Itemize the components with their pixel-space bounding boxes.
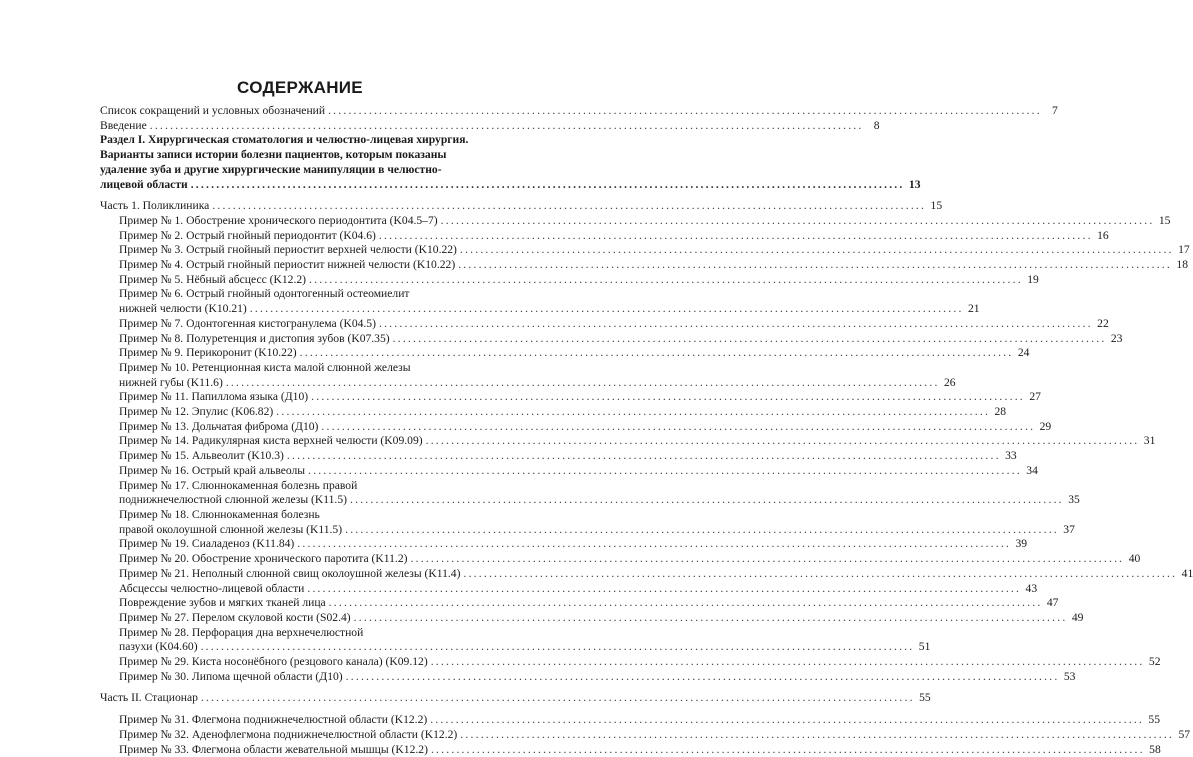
toc-leader-dots: ............................................................................................................................................ bbox=[350, 493, 1064, 507]
toc-page-number: 35 bbox=[1068, 493, 1080, 507]
toc-entry-text: удаление зуба и другие хирургические манипуляции в челюстно- bbox=[100, 162, 442, 176]
toc-entry-text: Пример № 20. Обострение хронического паротита (K11.2) bbox=[119, 552, 408, 566]
toc-entry-text: Пример № 9. Перикоронит (K10.22) bbox=[119, 346, 297, 360]
toc-entry bbox=[100, 655, 1161, 670]
toc-entry bbox=[100, 552, 1141, 567]
toc-leader-dots: ............................................................................................................................................ bbox=[311, 390, 1025, 404]
toc-page-number: 53 bbox=[1063, 669, 1076, 683]
toc-entry-text: Пример № 4. Острый гнойный периостит нижней челюсти (K10.22) bbox=[119, 258, 456, 272]
toc-entry-text: Пример № 17. Слюннокаменная болезнь правой bbox=[119, 478, 358, 492]
toc-entry bbox=[100, 742, 1161, 757]
toc-page-number: 23 bbox=[1110, 331, 1123, 345]
toc-leader-dots: ............................................................................................................................................ bbox=[149, 118, 864, 132]
toc-entry bbox=[100, 434, 1156, 449]
toc-page-number: 16 bbox=[1097, 228, 1109, 242]
toc-entry bbox=[100, 566, 1193, 582]
toc-leader-dots: ............................................................................................................................................ bbox=[309, 272, 1023, 286]
toc-entry-text: Пример № 2. Острый гнойный периодонтит (K04.6) bbox=[119, 228, 376, 242]
toc-page-number: 33 bbox=[1005, 449, 1017, 463]
toc-leader-dots: ............................................................................................................................................ bbox=[463, 566, 1178, 580]
toc-page-number: 52 bbox=[1148, 655, 1161, 669]
toc-page-number: 47 bbox=[1046, 596, 1059, 610]
toc-entry-text: Пример № 29. Киста носонёбного (резцового канала) (K09.12) bbox=[119, 655, 428, 669]
toc-entry-text: Пример № 5. Нёбный абсцесс (K12.2) bbox=[119, 272, 307, 286]
toc-entry bbox=[100, 346, 1030, 361]
toc-entry-text: нижней губы (K11.6) bbox=[119, 375, 223, 389]
toc-leader-dots: ............................................................................................................................................ bbox=[299, 346, 1014, 360]
toc-entry bbox=[100, 625, 931, 655]
toc-leader-dots: ............................................................................................................................................ bbox=[392, 331, 1107, 345]
toc-entry-text: Пример № 11. Папиллома языка (Д10) bbox=[119, 390, 309, 404]
toc-entry bbox=[100, 258, 1188, 273]
toc-page-number: 37 bbox=[1063, 522, 1075, 536]
toc-entry-text: Часть II. Стационар bbox=[100, 691, 198, 705]
toc-page-number: 28 bbox=[994, 405, 1007, 419]
toc-leader-dots: ............................................................................................................................................ bbox=[286, 449, 1001, 463]
toc-entry-text: Пример № 10. Ретенционная киста малой слюнной железы bbox=[119, 360, 411, 374]
toc-leader-dots: ............................................................................................................................................ bbox=[212, 199, 927, 213]
toc-entry-text: Пример № 33. Флегмона области жевательной мышцы (K12.2) bbox=[119, 742, 428, 756]
toc-leader-dots: ............................................................................................................................................ bbox=[190, 177, 905, 191]
toc-page-number: 8 bbox=[873, 118, 880, 132]
toc-page-number: 22 bbox=[1097, 316, 1109, 330]
toc-leader-dots: ............................................................................................................................................ bbox=[328, 104, 1042, 117]
toc-leader-dots: ............................................................................................................................................ bbox=[345, 522, 1059, 536]
toc-page-number: 49 bbox=[1071, 610, 1084, 624]
toc-entry-text: Пример № 8. Полуретенция и дистопия зубов (K07.35) bbox=[119, 331, 390, 345]
toc-leader-dots: ............................................................................................................................................ bbox=[460, 727, 1175, 741]
toc-entry-text: Пример № 16. Острый край альвеолы bbox=[119, 463, 306, 477]
toc-page-number: 51 bbox=[918, 640, 931, 654]
toc-entry-text: правой околоушной слюнной железы (K11.5) bbox=[119, 522, 343, 536]
toc-page-number: 57 bbox=[1178, 727, 1191, 741]
toc-entry-text: Пример № 7. Одонтогенная кистогранулема (K04.5) bbox=[119, 316, 376, 330]
toc-page-number: 27 bbox=[1029, 390, 1041, 404]
toc-page-number: 55 bbox=[1148, 713, 1161, 727]
toc-page-number: 18 bbox=[1176, 258, 1188, 272]
toc-entry bbox=[100, 463, 1038, 479]
toc-entry bbox=[100, 669, 1076, 685]
toc-entry-text: Пример № 15. Альвеолит (K10.3) bbox=[119, 449, 284, 463]
toc-page-number: 55 bbox=[919, 691, 931, 705]
toc-leader-dots: ............................................................................................................................................ bbox=[345, 669, 1060, 683]
toc-leader-dots: ............................................................................................................................................ bbox=[307, 581, 1022, 595]
toc-entry-text: поднижнечелюстной слюнной железы (K11.5) bbox=[119, 493, 347, 507]
toc-leader-dots: ............................................................................................................................................ bbox=[378, 316, 1093, 330]
toc-entry-text: Пример № 30. Липома щечной области (Д10) bbox=[119, 669, 343, 683]
toc-leader-dots: ............................................................................................................................................ bbox=[378, 228, 1093, 242]
toc-leader-dots: ............................................................................................................................................ bbox=[410, 552, 1125, 566]
toc-leader-dots: ............................................................................................................................................ bbox=[430, 713, 1145, 727]
toc-entry-text: Пример № 14. Радикулярная киста верхней челюсти (K09.09) bbox=[119, 434, 423, 448]
toc-entry-text: Часть 1. Поликлиника bbox=[100, 199, 210, 213]
toc-entry bbox=[100, 228, 1109, 244]
toc-page-number: 39 bbox=[1015, 537, 1028, 551]
toc-leader-dots: ............................................................................................................................................ bbox=[200, 691, 915, 705]
table-of-contents bbox=[100, 104, 1193, 757]
toc-page-number: 43 bbox=[1025, 581, 1038, 595]
toc-entry bbox=[100, 610, 1084, 626]
toc-page-number: 29 bbox=[1039, 419, 1052, 433]
toc-entry bbox=[100, 405, 1007, 420]
toc-entry-text: Повреждение зубов и мягких тканей лица bbox=[119, 596, 326, 610]
toc-page-number: 40 bbox=[1128, 552, 1141, 566]
toc-entry bbox=[100, 507, 1075, 537]
toc-page-number: 15 bbox=[930, 199, 943, 213]
toc-entry bbox=[100, 596, 1059, 611]
toc-leader-dots: ............................................................................................................................................ bbox=[321, 419, 1036, 433]
toc-entry-text: Список сокращений и условных обозначений bbox=[100, 104, 326, 117]
toc-entry bbox=[100, 581, 1038, 597]
toc-entry bbox=[100, 133, 921, 192]
toc-leader-dots: ............................................................................................................................................ bbox=[225, 375, 940, 389]
toc-leader-dots: ............................................................................................................................................ bbox=[353, 610, 1068, 624]
toc-entry bbox=[100, 272, 1039, 288]
toc-entry-text: Абсцессы челюстно-лицевой области bbox=[119, 581, 305, 595]
toc-leader-dots: ............................................................................................................................................ bbox=[200, 640, 915, 654]
toc-entry-text: Пример № 6. Острый гнойный одонтогенный остеомиелит bbox=[119, 287, 410, 301]
toc-entry bbox=[100, 331, 1123, 347]
toc-entry-text: Пример № 21. Неполный слюнной свищ околоушной железы (K11.4) bbox=[119, 566, 461, 580]
toc-entry bbox=[100, 316, 1109, 332]
toc-page-number: 7 bbox=[1052, 104, 1058, 117]
toc-leader-dots: ............................................................................................................................................ bbox=[425, 434, 1140, 448]
toc-entry bbox=[100, 713, 1161, 728]
toc-entry bbox=[100, 213, 1171, 229]
toc-page-number: 26 bbox=[944, 375, 956, 389]
toc-entry-text: Пример № 12. Эпулис (K06.82) bbox=[119, 405, 274, 419]
toc-page-number: 34 bbox=[1026, 463, 1038, 477]
toc-leader-dots: ............................................................................................................................................ bbox=[297, 537, 1012, 551]
toc-entry-text: Пример № 31. Флегмона поднижнечелюстной области (K12.2) bbox=[119, 713, 428, 727]
toc-entry-text: Пример № 13. Дольчатая фиброма (Д10) bbox=[119, 419, 319, 433]
page-title: СОДЕРЖАНИЕ bbox=[237, 78, 363, 97]
toc-leader-dots: ............................................................................................................................................ bbox=[440, 213, 1155, 227]
toc-entry-text: Пример № 19. Сиаладеноз (K11.84) bbox=[119, 537, 295, 551]
toc-entry bbox=[100, 419, 1052, 435]
toc-entry bbox=[100, 727, 1191, 743]
toc-entry-text: Пример № 18. Слюннокаменная болезнь bbox=[119, 507, 320, 521]
toc-entry bbox=[100, 104, 1058, 119]
toc-page-number: 17 bbox=[1178, 243, 1190, 257]
toc-page-number: 31 bbox=[1143, 434, 1156, 448]
toc-leader-dots: ............................................................................................................................................ bbox=[459, 243, 1174, 257]
toc-entry-text: Пример № 27. Перелом скуловой кости (S02.4) bbox=[119, 610, 351, 624]
toc-entry bbox=[100, 537, 1028, 552]
toc-entry bbox=[100, 287, 980, 316]
toc-entry-text: Введение bbox=[100, 118, 147, 132]
toc-page-number: 41 bbox=[1181, 566, 1193, 580]
toc-page-number: 13 bbox=[908, 177, 921, 191]
toc-entry bbox=[100, 449, 1017, 464]
toc-leader-dots: ............................................................................................................................................ bbox=[328, 596, 1043, 610]
toc-entry-text: Пример № 32. Аденофлегмона поднижнечелюстной области (K12.2) bbox=[119, 727, 458, 741]
toc-entry-text: Пример № 1. Обострение хронического периодонтита (K04.5–7) bbox=[119, 213, 438, 227]
toc-entry-text: Варианты записи истории болезни пациентов, которым показаны bbox=[100, 148, 447, 162]
toc-leader-dots: ............................................................................................................................................ bbox=[430, 655, 1145, 669]
toc-page-number: 15 bbox=[1158, 213, 1171, 227]
toc-entry-text: нижней челюсти (K10.21) bbox=[119, 302, 247, 316]
toc-page-number: 58 bbox=[1149, 742, 1161, 756]
toc-page-number: 24 bbox=[1017, 346, 1030, 360]
toc-page-number: 21 bbox=[967, 302, 980, 316]
toc-entry bbox=[100, 691, 931, 706]
toc-entry bbox=[100, 199, 943, 214]
toc-leader-dots: ............................................................................................................................................ bbox=[308, 463, 1022, 477]
toc-entry-text: Пример № 3. Острый гнойный периостит верхней челюсти (K10.22) bbox=[119, 243, 457, 257]
toc-entry-text: Пример № 28. Перфорация дна верхнечелюстной bbox=[119, 625, 364, 639]
toc-entry bbox=[100, 360, 956, 390]
toc-entry bbox=[100, 243, 1190, 258]
toc-page-number: 19 bbox=[1027, 272, 1039, 286]
toc-entry-text: Раздел I. Хирургическая стоматология и челюстно-лицевая хирургия. bbox=[100, 133, 469, 147]
toc-leader-dots: ............................................................................................................................................ bbox=[276, 405, 991, 419]
toc-entry bbox=[100, 390, 1041, 405]
toc-leader-dots: ............................................................................................................................................ bbox=[430, 742, 1145, 756]
toc-entry bbox=[100, 478, 1080, 508]
toc-leader-dots: ............................................................................................................................................ bbox=[249, 302, 964, 316]
toc-leader-dots: ............................................................................................................................................ bbox=[458, 258, 1172, 272]
toc-entry-text: лицевой области bbox=[100, 177, 188, 191]
toc-entry-text: пазухи (K04.60) bbox=[119, 640, 198, 654]
toc-entry bbox=[100, 118, 880, 134]
